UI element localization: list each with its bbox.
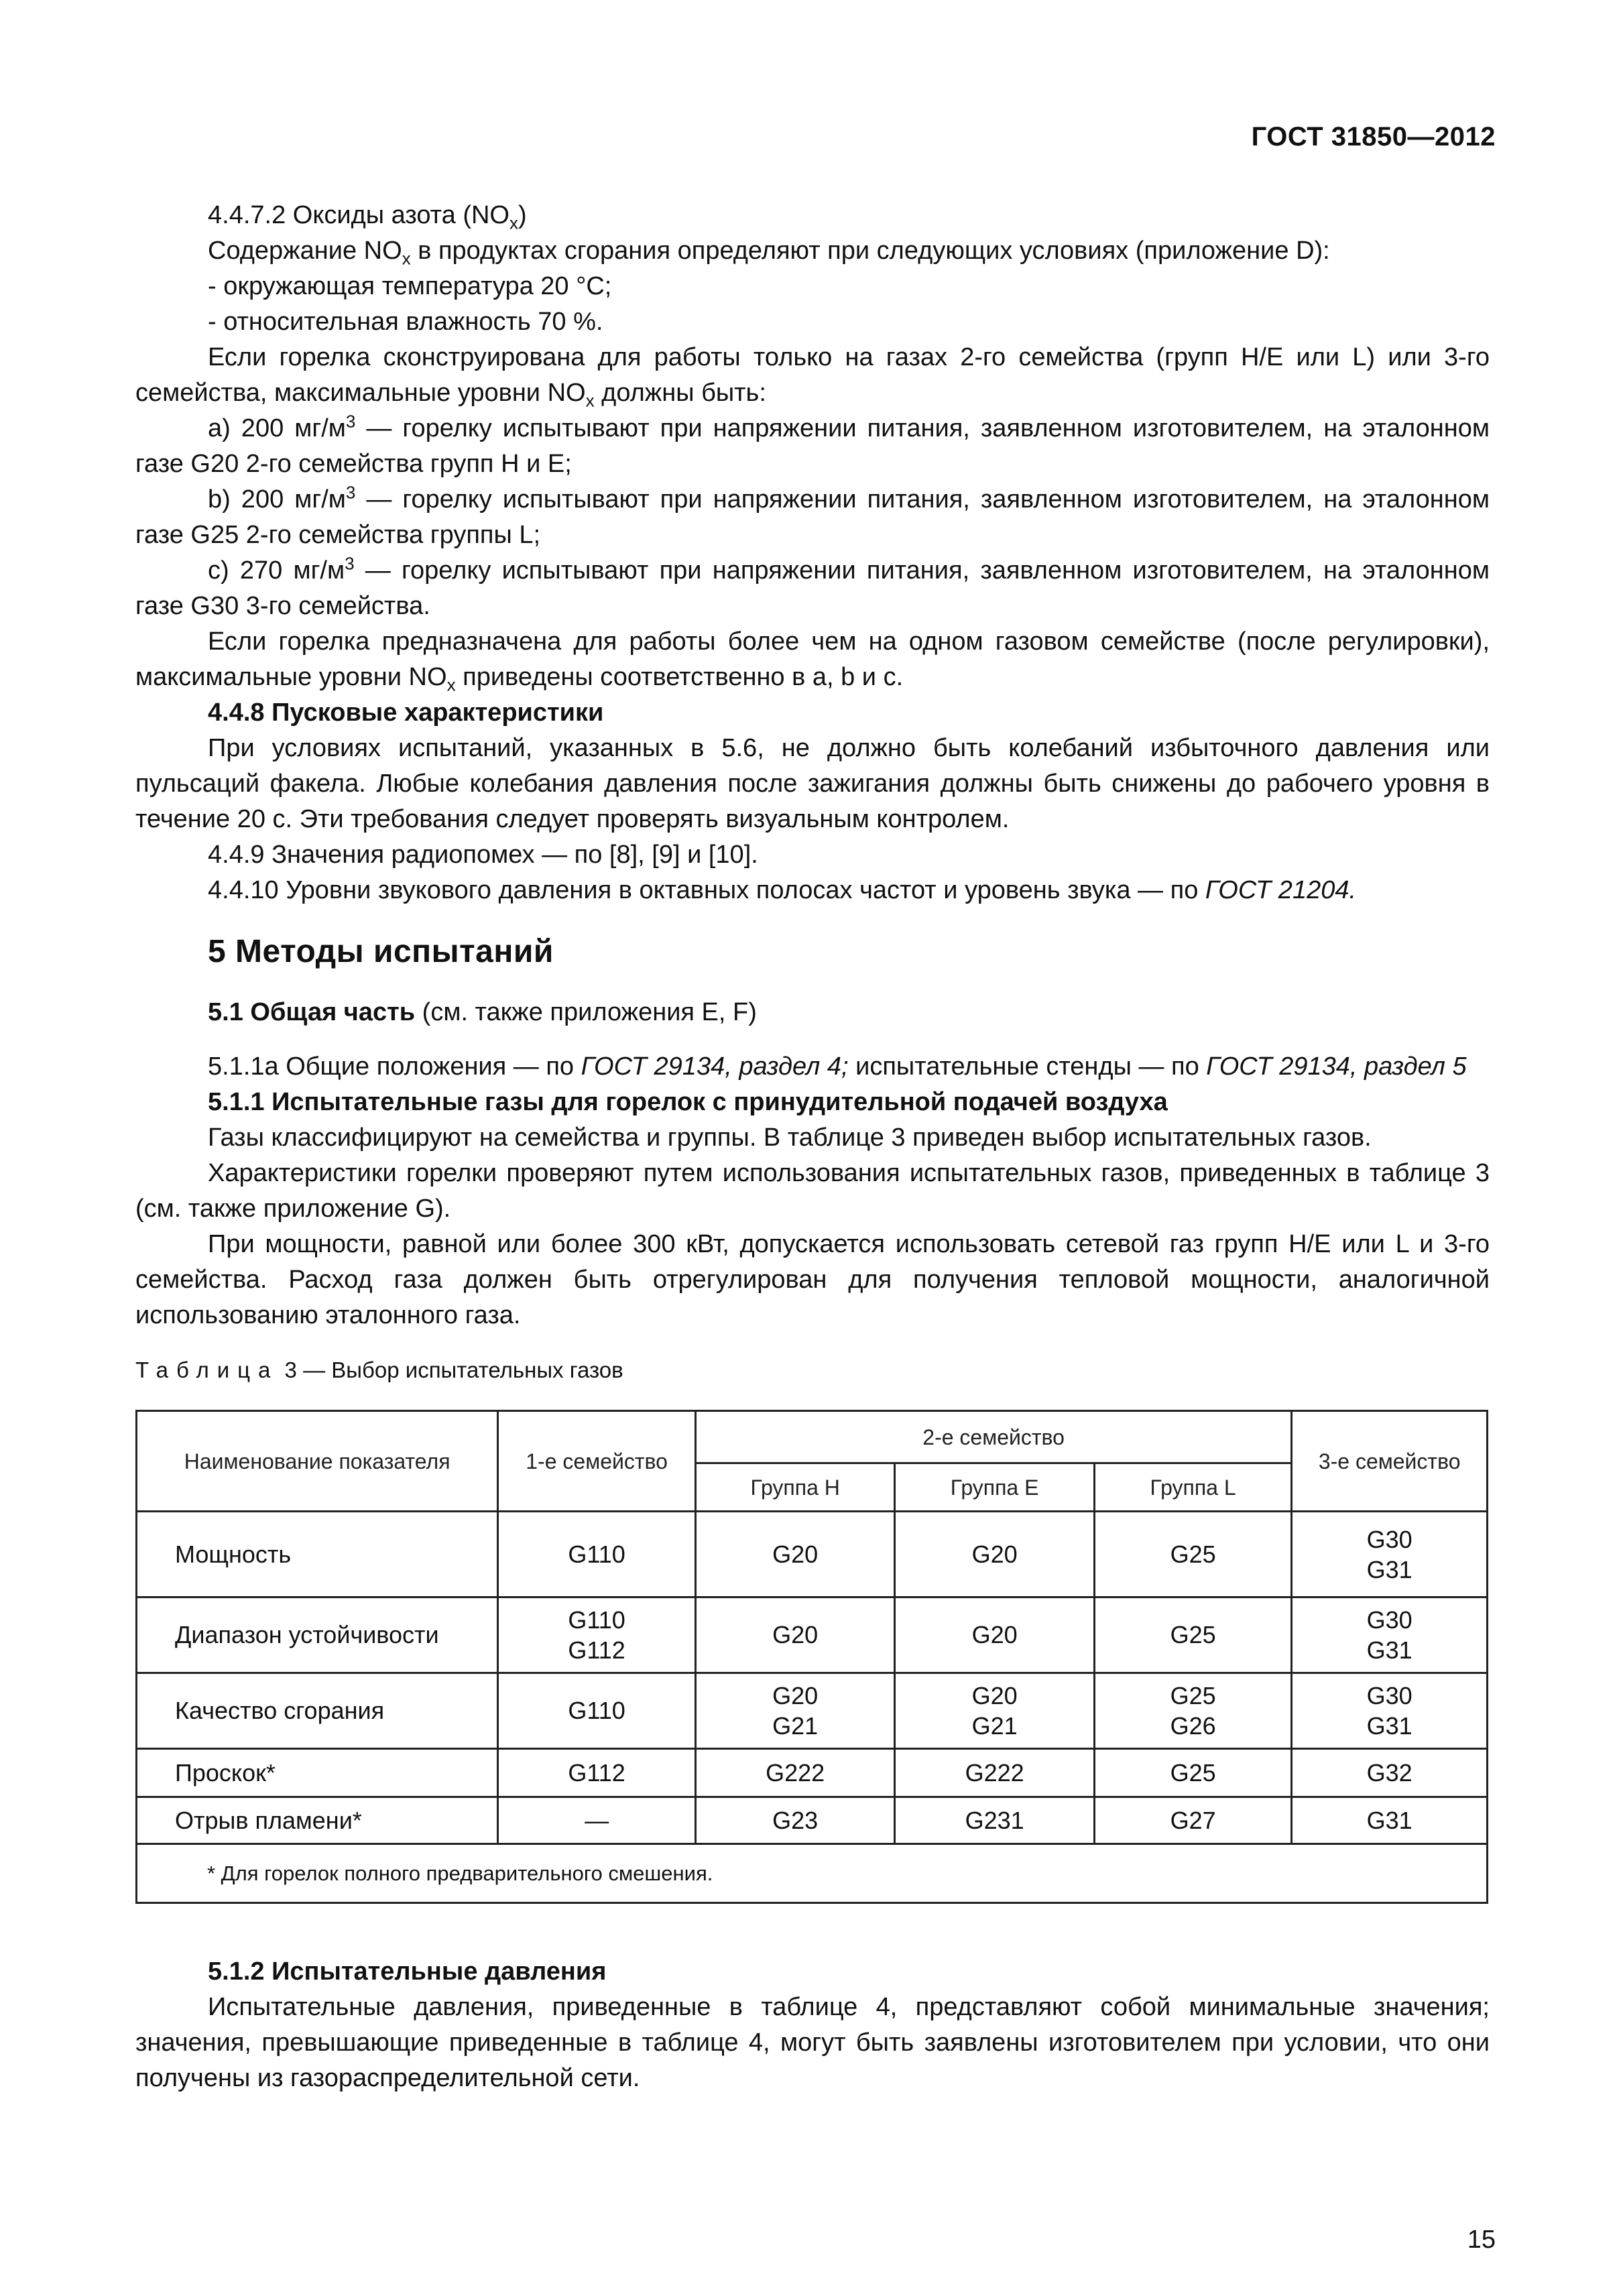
cell-family-3: G31 [1292, 1797, 1488, 1844]
page-number: 15 [1467, 2226, 1496, 2254]
paragraph-4-4-9: 4.4.9 Значения радиопомех — по [8], [9] и [10]. [208, 841, 758, 869]
heading-5-1: 5.1 Общая часть (см. также приложения Е, F) [208, 998, 757, 1026]
document-code: ГОСТ 31850—2012 [1251, 122, 1496, 152]
cell-family-1: — [498, 1797, 696, 1844]
cell-group-e: G20 [895, 1512, 1094, 1597]
paragraph-4-4-7-2: 4.4.7.2 Оксиды азота $(NO_x)$ [208, 201, 527, 233]
cell-group-h: G222 [695, 1749, 894, 1797]
cell-group-l: G25 [1094, 1597, 1291, 1673]
paragraph-power-300kw: При мощности, равной или более 300 кВт, допускается использовать сетевой газ групп Н/Е или L и 3-го семейства. Расход газа должен быть отрегулирован для получения тепловой мощности, аналогичной использованию эталонного газа. [135, 1230, 1490, 1329]
paragraph-burner-check: Характеристики горелки проверяют путем использования испытательных газов, приведенных в таблице 3 (см. также приложение G). [135, 1159, 1490, 1223]
condition-temperature: - окружающая температура 20 °С; [208, 272, 612, 300]
table-row [137, 1749, 1488, 1797]
document-body [135, 198, 1490, 1333]
cell-family-1: G112 [498, 1749, 696, 1797]
cell-family-1: G110 [498, 1673, 696, 1749]
row-label: Качество сгорания [137, 1673, 498, 1749]
cell-group-e: G231 [895, 1797, 1094, 1844]
cell-family-1: G110 G112 [498, 1597, 696, 1673]
cell-family-3: G30 G31 [1292, 1512, 1488, 1597]
paragraph-start-characteristics: При условиях испытаний, указанных в 5.6, не должно быть колебаний избыточного давления или пульсаций факела. Любые колебания давления после зажигания должны быть снижены до рабочего уровня в течение 20 с. Эти требования следует проверять визуальным контролем. [135, 734, 1490, 833]
document-body-continued [135, 1954, 1490, 2096]
heading-5-1-1: 5.1.1 Испытательные газы для горелок с принудительной подачей воздуха [208, 1088, 1168, 1116]
paragraph-5-1-1a: 5.1.1а Общие положения — по ГОСТ 29134, раздел 4; испытательные стенды — по ГОСТ 29134, раздел 5 [208, 1052, 1467, 1081]
row-label: Проскок* [137, 1749, 498, 1797]
condition-humidity: - относительная влажность 70 %. [208, 308, 603, 336]
paragraph-nox-levels: Если горелка сконструирована для работы только на газах 2-го семейства (групп Н/Е или L) или 3-го семейства, максимальные уровни $NO_x$ должны быть: [135, 343, 1490, 411]
cell-family-3: G30 G31 [1292, 1597, 1488, 1673]
heading-5-1-2: 5.1.2 Испытательные давления [208, 1957, 607, 1986]
cell-group-e: G20 G21 [895, 1673, 1094, 1749]
table-footnote: * Для горелок полного предварительного смешения. [137, 1844, 1488, 1903]
cell-group-e: G222 [895, 1749, 1094, 1797]
item-c: c) 270 $мг/м^3$ — горелку испытывают при напряжении питания, заявленном изготовителем, на эталонном газе G30 3-го семейства. [135, 553, 1490, 620]
heading-4-4-8: 4.4.8 Пусковые характеристики [208, 699, 604, 727]
cell-group-h: G23 [695, 1797, 894, 1844]
cell-group-l: G25 [1094, 1749, 1291, 1797]
header-family-2: 2-е семейство [695, 1411, 1291, 1463]
item-a: a) 200 $мг/м^3$ — горелку испытывают при напряжении питания, заявленном изготовителем, на эталонном газе G20 2-го семейства групп Н и Е; [135, 411, 1490, 478]
row-label: Диапазон устойчивости [137, 1597, 498, 1673]
item-b: b) 200 $мг/м^3$ — горелку испытывают при напряжении питания, заявленном изготовителем, на эталонном газе G25 2-го семейства группы L; [135, 482, 1490, 549]
cell-family-1: G110 [498, 1512, 696, 1597]
row-label: Отрыв пламени* [137, 1797, 498, 1844]
cell-group-h: G20 [695, 1512, 894, 1597]
row-label: Мощность [137, 1512, 498, 1597]
cell-group-l: G25 G26 [1094, 1673, 1291, 1749]
cell-family-3: G32 [1292, 1749, 1488, 1797]
table-row [137, 1512, 1488, 1597]
header-family-3: 3-е семейство [1292, 1411, 1488, 1512]
cell-family-3: G30 G31 [1292, 1673, 1488, 1749]
cell-group-l: G25 [1094, 1512, 1291, 1597]
test-gases-table [135, 1410, 1488, 1904]
header-group-e: Группа Е [895, 1463, 1094, 1512]
header-group-h: Группа Н [695, 1463, 894, 1512]
paragraph-4-4-10: 4.4.10 Уровни звукового давления в октавных полосах частот и уровень звука — по ГОСТ 21204. [208, 876, 1357, 904]
cell-group-e: G20 [895, 1597, 1094, 1673]
table-row [137, 1673, 1488, 1749]
cell-group-h: G20 [695, 1597, 894, 1673]
section-heading-5: 5 Методы испытаний [208, 934, 554, 969]
cell-group-l: G27 [1094, 1797, 1291, 1844]
header-family-1: 1-е семейство [498, 1411, 696, 1512]
paragraph-test-pressures: Испытательные давления, приведенные в таблице 4, представляют собой минимальные значения; значения, превышающие приведенные в таблице 4, могут быть заявлены изготовителем при условии, что они получены из газораспределительной сети. [135, 1993, 1490, 2092]
paragraph-multiple-families: Если горелка предназначена для работы более чем на одном газовом семействе (после регулировки), максимальные уровни $NO_x$ приведены соответственно в a, b и c. [135, 627, 1490, 695]
table-caption: Таблица 3 — Выбор испытательных газов [135, 1357, 623, 1382]
table-row [137, 1597, 1488, 1673]
paragraph-gas-classification: Газы классифицируют на семейства и группы. В таблице 3 приведен выбор испытательных газов. [208, 1124, 1372, 1152]
table-row [137, 1797, 1488, 1844]
cell-group-h: G20 G21 [695, 1673, 894, 1749]
paragraph-nox-content: Содержание $NO_x$ в продуктах сгорания определяют при следующих условиях (приложение D): [208, 237, 1330, 269]
header-indicator: Наименование показателя [137, 1411, 498, 1512]
header-group-l: Группа L [1094, 1463, 1291, 1512]
